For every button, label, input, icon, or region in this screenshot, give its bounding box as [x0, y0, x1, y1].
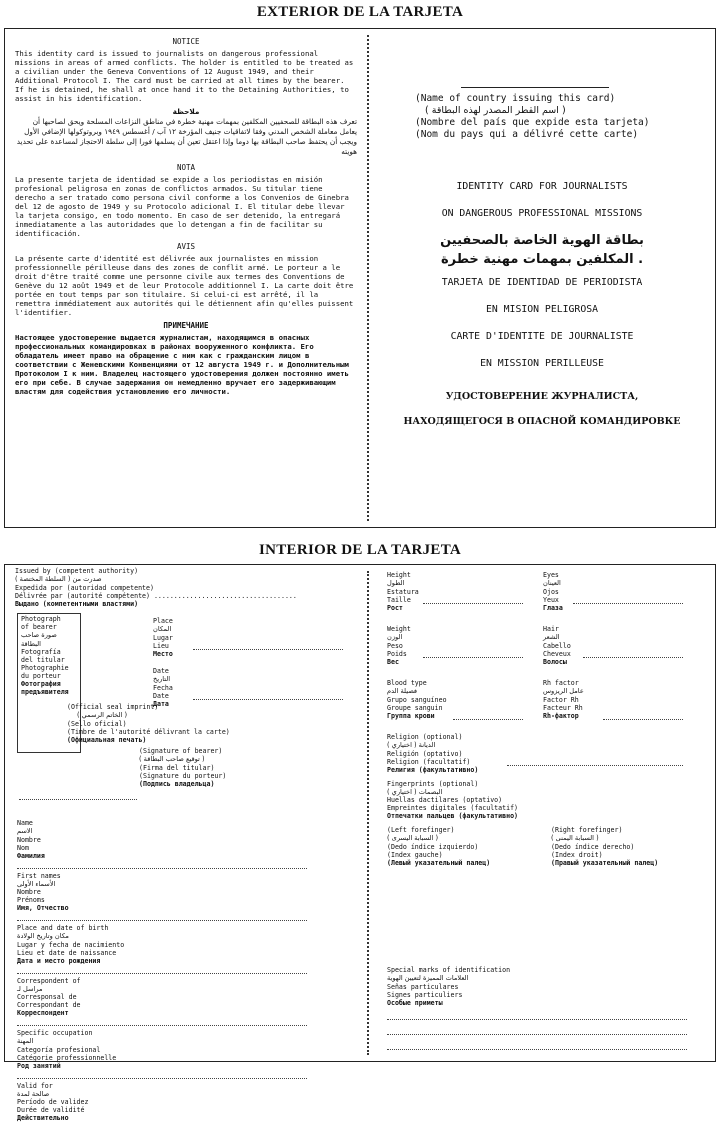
title-ar-2: . المكلفين بمهمات مهنية خطرة	[369, 252, 715, 267]
signature-fr: (Signature du porteur)	[139, 772, 226, 780]
special-marks-en: Special marks of identification	[387, 966, 707, 974]
issued-by-block	[15, 567, 355, 608]
issued-by-fr: Délivrée par (autorité compétente) ....................................	[15, 592, 355, 600]
photo-es-2: del titular	[21, 656, 69, 664]
special-marks-block[interactable]	[387, 966, 707, 1050]
issued-by-ar: صدرت من ( السلطة المختصة )	[15, 575, 355, 584]
signature-ru: (Подпись владельца)	[139, 780, 226, 788]
field-correspondent-en: Correspondent of	[17, 977, 357, 985]
eyes-fr: Yeux	[543, 596, 563, 604]
eyes-es: Ojos	[543, 588, 563, 596]
special-marks-line-2	[387, 1026, 687, 1035]
blood-type-ru: Группа крови	[387, 712, 447, 720]
date-en: Date	[153, 667, 353, 675]
blood-type-ar: فصيلة الدم	[387, 687, 447, 696]
field-valid-for-es: Período de validez	[17, 1098, 357, 1106]
left-forefinger-es: (Dedo índice izquierdo)	[387, 843, 497, 851]
title-en-1: IDENTITY CARD FOR JOURNALISTS	[369, 181, 715, 192]
eyes-line	[573, 595, 683, 604]
field-birth-en: Place and date of birth	[17, 924, 357, 932]
title-ar-1: بطاقة الهوية الخاصة بالصحفيين	[369, 233, 715, 248]
seal-fr: (Timbre de l'autorité délivrant la carte)	[67, 728, 230, 736]
religion-ru: Религия (факультативно)	[387, 766, 707, 774]
seal-ar: ( الخاتم الرسمي )	[67, 711, 230, 720]
field-correspondent-ar: مراسل لـ	[17, 985, 357, 994]
religion-en: Religion (optional)	[387, 733, 707, 741]
left-forefinger[interactable]	[387, 826, 497, 867]
height-line	[423, 595, 523, 604]
weight-es: Peso	[387, 642, 411, 650]
country-es: (Nombre del país que expide esta tarjeta)	[415, 117, 715, 129]
date-line[interactable]	[193, 691, 343, 700]
place-en: Place	[153, 617, 353, 625]
field-correspondent-ru: Корреспондент	[17, 1009, 357, 1017]
right-forefinger-es: (Dedo índice derecho)	[551, 843, 661, 851]
field-hair[interactable]	[543, 625, 571, 666]
field-birth-fr: Lieu et date de naissance	[17, 949, 357, 957]
photo-en-1: Photograph	[21, 615, 69, 623]
right-forefinger-ru: (Правый указательный палец)	[551, 859, 661, 867]
field-name-en: Name	[17, 819, 357, 827]
field-occupation-ar: المهنة	[17, 1037, 357, 1046]
interior-left-panel	[5, 565, 365, 1061]
exterior-section-title: EXTERIOR DE LA TARJETA	[0, 4, 720, 21]
special-marks-fr: Signes particuliers	[387, 991, 707, 999]
special-marks-ru: Особые приметы	[387, 999, 707, 1007]
exterior-card	[4, 28, 716, 528]
religion-ar: الديانة ( اختياري )	[387, 741, 707, 750]
photo-label	[21, 615, 69, 696]
rh-es: Factor Rh	[543, 696, 584, 704]
seal-en: (Official seal imprint)	[67, 703, 230, 711]
notice-fr-heading: AVIS	[15, 242, 357, 251]
fingerprint-areas	[387, 826, 707, 966]
hair-fr: Cheveux	[543, 650, 571, 658]
weight-hair-row	[387, 625, 707, 673]
field-valid-for[interactable]	[17, 1082, 357, 1122]
title-es-2: EN MISION PELIGROSA	[369, 304, 715, 315]
field-birth[interactable]	[17, 924, 357, 974]
right-forefinger-en: (Right forefinger)	[551, 826, 661, 834]
physical-description	[387, 571, 707, 1052]
eyes-en: Eyes	[543, 571, 563, 579]
field-occupation[interactable]	[17, 1029, 357, 1079]
interior-right-panel	[369, 565, 715, 1061]
weight-line	[423, 649, 523, 658]
title-fr-2: EN MISSION PERILLEUSE	[369, 358, 715, 369]
blood-type-en: Blood type	[387, 679, 447, 687]
height-en: Height	[387, 571, 419, 579]
place-es: Lugar	[153, 634, 353, 642]
weight-ar: الوزن	[387, 633, 411, 642]
hair-ru: Волосы	[543, 658, 571, 666]
field-correspondent-fr: Correspondant de	[17, 1001, 357, 1009]
blood-type-fr: Groupe sanguin	[387, 704, 447, 712]
photo-fr-1: Photographie	[21, 664, 69, 672]
place-block	[153, 617, 353, 658]
fingerprints-ar: ( اختياري ) البصمات	[387, 788, 707, 797]
field-name-fr: Nom	[17, 844, 357, 852]
hair-es: Cabello	[543, 642, 571, 650]
notice-en-text: This identity card is issued to journalists on dangerous professional missions in areas of armed conflicts. The holder is entitled to be treated as a civilian under the Geneva Conventions of 12 August 1949, and their Additional Protocol I. The card must be carried at all times by the bearer. If he is detained, he shall at once hand it to the Detaining Authorities, to assist in his identification.	[15, 49, 357, 103]
height-ru: Рост	[387, 604, 419, 612]
photo-ru-1: Фотография	[21, 680, 69, 688]
left-forefinger-en: (Left forefinger)	[387, 826, 497, 834]
left-forefinger-ar: ( السبابة اليسرى )	[387, 834, 497, 843]
religion-es: Religión (optativo)	[387, 750, 707, 758]
title-es-1: TARJETA DE IDENTIDAD DE PERIODISTA	[369, 277, 715, 288]
field-birth-es: Lugar y fecha de nacimiento	[17, 941, 357, 949]
place-line[interactable]	[193, 641, 343, 650]
field-name-line	[17, 860, 307, 869]
title-en-2: ON DANGEROUS PROFESSIONAL MISSIONS	[369, 208, 715, 219]
field-first-names-es: Nombre	[17, 888, 357, 896]
special-marks-ar: العلامات المميزة لتعيين الهوية	[387, 974, 707, 983]
weight-fr: Poids	[387, 650, 411, 658]
notice-panel	[5, 29, 365, 527]
special-marks-line-1	[387, 1011, 687, 1020]
notice-ru-text: Настоящее удостоверение выдается журналистам, находящимся в опасных профессиональных командировках в районах вооруженного конфликта. Его обладатель имеет право на обращение с ним как с гражданским лицом в соответствии с Женевскими Конвенциями от 12 августа 1949 г. и Дополнительным Протоколом I к ним. Владелец настоящего удостоверения должен постоянно иметь его при себе. В случае задержания он немедленно вручает его задерживающим властям для содействия установлению его личности.	[15, 333, 357, 396]
field-name-ar: الاسم	[17, 827, 357, 836]
fingerprints-en: Fingerprints (optional)	[387, 780, 707, 788]
field-valid-for-ru: Действительно	[17, 1114, 357, 1122]
issued-by-ru: Выдано (компетентными властями)	[15, 600, 355, 608]
notice-ru-heading: ПРИМЕЧАНИЕ	[15, 321, 357, 330]
blood-rh-row	[387, 679, 707, 727]
signature-es: (Firma del titular)	[139, 764, 226, 772]
hair-en: Hair	[543, 625, 571, 633]
photo-ar-1: صورة صاحب	[21, 631, 69, 640]
rh-ru: Rh-фактор	[543, 712, 584, 720]
field-first-names-line	[17, 912, 307, 921]
cover-panel	[369, 29, 715, 527]
field-correspondent[interactable]	[17, 977, 357, 1027]
rh-ar: عامل الريزوس	[543, 687, 584, 696]
field-first-names-ru: Имя, Отчество	[17, 904, 357, 912]
date-es: Fecha	[153, 684, 353, 692]
eyes-ru: Глаза	[543, 604, 563, 612]
field-eyes[interactable]	[543, 571, 563, 612]
field-first-names[interactable]	[17, 872, 357, 922]
notice-es-text: La presente tarjeta de identidad se expide a los periodistas en misión profesional peligrosa en zonas de conflictos armados. Su titular tiene derecho a ser tratado como persona civil conforme a los Convenios de Ginebra del 12 de agosto de 1949 y su Protocolo adicional I. El titular debe llevar la tarjeta consigo, en todo momento. En caso de ser detenido, la entregará inmediatamente a las autoridades que lo detengan a fin de facilitar su identificación.	[15, 175, 357, 238]
field-correspondent-es: Corresponsal de	[17, 993, 357, 1001]
notice-fr-text: La présente carte d'identité est délivrée aux journalistes en mission professionnelle périlleuse dans des zones de conflit armé. Le porteur a le droit d'être traité comme une personne civile aux termes des Conventions de Genève du 12 août 1949 et de leur Protocole additionnel I. La carte doit être portée en tout temps par son titulaire. Si celui-ci est arrêté, il la remettra immédiatement aux autorités qui le détiennent afin qu'elles puissent l'identifier.	[15, 254, 357, 317]
left-forefinger-ru: (Левый указательный палец)	[387, 859, 497, 867]
fingerprints-es: Huellas dactilares (optativo)	[387, 796, 707, 804]
height-es: Estatura	[387, 588, 419, 596]
fingerprints-ru: Отпечатки пальцев (факультативно)	[387, 812, 707, 820]
notice-en-heading: NOTICE	[15, 37, 357, 46]
field-valid-for-ar: صالحة لمدة	[17, 1090, 357, 1099]
field-height[interactable]	[387, 571, 419, 612]
field-valid-for-en: Valid for	[17, 1082, 357, 1090]
photo-ru-2: предъявителя	[21, 688, 69, 696]
notice-es-heading: NOTA	[15, 163, 357, 172]
title-fr-1: CARTE D'IDENTITE DE JOURNALISTE	[369, 331, 715, 342]
field-correspondent-line	[17, 1017, 307, 1026]
seal-ru: (Официальная печать)	[67, 736, 230, 744]
date-block	[153, 667, 353, 708]
country-name-line	[461, 87, 609, 88]
rh-fr: Facteur Rh	[543, 704, 584, 712]
rh-line	[603, 711, 683, 720]
hair-line	[583, 649, 683, 658]
notice-ar-text: تعرف هذه البطاقة للصحفيين المكلفين بمهمات مهنية خطرة في مناطق النزاعات المسلحة ويحق لصاحبها أن يعامل معاملة الشخص المدني وفقا لاتفاقيات جنيف المؤرخة ١٢ آب / أغسطس ١٩٤٩ وبروتوكولها الإضافي الأول ويجب أن يحتفظ صاحب البطاقة بها دوما وإذا اعتقل تعين أن يسلمها فورا إلى سلطة الاحتجاز لمساعدة على تحديد هويته	[15, 117, 357, 157]
height-fr: Taille	[387, 596, 419, 604]
photo-ar-2: البطاقة	[21, 640, 69, 649]
height-ar: الطول	[387, 579, 419, 588]
left-forefinger-fr: (Index gauche)	[387, 851, 497, 859]
issued-by-es: Expedida por (autoridad competente)	[15, 584, 355, 592]
field-first-names-en: First names	[17, 872, 357, 880]
fingerprints-block	[387, 780, 707, 821]
field-valid-for-fr: Durée de validité	[17, 1106, 357, 1114]
title-ru-1: УДОСТОВЕРЕНИЕ ЖУРНАЛИСТА,	[369, 391, 715, 402]
field-rh-factor[interactable]	[543, 679, 584, 720]
interior-card	[4, 564, 716, 1062]
religion-line	[507, 757, 683, 766]
place-fr: Lieu	[153, 642, 353, 650]
country-en: (Name of country issuing this card)	[415, 93, 715, 105]
date-fr: Date	[153, 692, 353, 700]
rh-en: Rh factor	[543, 679, 584, 687]
date-ru: Дата	[153, 700, 353, 708]
right-forefinger[interactable]	[551, 826, 661, 867]
height-eyes-row	[387, 571, 707, 619]
seal-es: (Sello oficial)	[67, 720, 230, 728]
field-blood-type[interactable]	[387, 679, 447, 720]
field-occupation-es: Categoría profesional	[17, 1046, 357, 1054]
personal-fields	[17, 819, 357, 1122]
country-ar: ( اسم القطر المصدر لهذه البطاقة )	[415, 105, 715, 117]
place-ar: المكان	[153, 625, 353, 634]
issued-by-en: Issued by (competent authority)	[15, 567, 355, 575]
field-occupation-ru: Род занятий	[17, 1062, 357, 1070]
field-birth-ar: مكان وتاريخ الولادة	[17, 932, 357, 941]
blood-type-line	[453, 711, 523, 720]
interior-section-title: INTERIOR DE LA TARJETA	[0, 542, 720, 559]
field-first-names-ar: الأسماء الأولى	[17, 880, 357, 889]
field-religion[interactable]	[387, 733, 707, 774]
field-weight[interactable]	[387, 625, 411, 666]
religion-fr: Religion (facultatif)	[387, 758, 707, 766]
fingerprints-fr: Empreintes digitales (facultatif)	[387, 804, 707, 812]
date-ar: التاريخ	[153, 675, 353, 684]
signature-line[interactable]	[19, 791, 137, 800]
hair-ar: الشعر	[543, 633, 571, 642]
photo-es-1: Fotografía	[21, 648, 69, 656]
field-occupation-en: Specific occupation	[17, 1029, 357, 1037]
special-marks-line-3	[387, 1041, 687, 1050]
signature-ar: ( توقيع صاحب البطاقة )	[139, 755, 226, 764]
title-ru-2: НАХОДЯЩЕГОСЯ В ОПАСНОЙ КОМАНДИРОВКЕ	[369, 416, 715, 427]
country-fr: (Nom du pays qui a délivré cette carte)	[415, 129, 715, 141]
place-ru: Место	[153, 650, 353, 658]
weight-en: Weight	[387, 625, 411, 633]
right-forefinger-ar: ( السبابة اليمنى )	[551, 834, 661, 843]
notice-ar-heading: ملاحظة	[15, 107, 357, 117]
right-forefinger-fr: (Index droit)	[551, 851, 661, 859]
field-occupation-fr: Catégorie professionnelle	[17, 1054, 357, 1062]
field-birth-line	[17, 965, 307, 974]
field-first-names-fr: Prénoms	[17, 896, 357, 904]
eyes-ar: العينان	[543, 579, 563, 588]
weight-ru: Вес	[387, 658, 411, 666]
field-name-ru: Фамилия	[17, 852, 357, 860]
blood-type-es: Grupo sanguíneo	[387, 696, 447, 704]
special-marks-es: Señas particulares	[387, 983, 707, 991]
signature-block	[139, 747, 226, 788]
seal-block	[67, 703, 230, 744]
field-occupation-line	[17, 1070, 307, 1079]
photo-fr-2: du porteur	[21, 672, 69, 680]
signature-en: (Signature of bearer)	[139, 747, 226, 755]
field-name[interactable]	[17, 819, 357, 869]
field-birth-ru: Дата и место рождения	[17, 957, 357, 965]
field-name-es: Nombre	[17, 836, 357, 844]
photo-en-2: of bearer	[21, 623, 69, 631]
